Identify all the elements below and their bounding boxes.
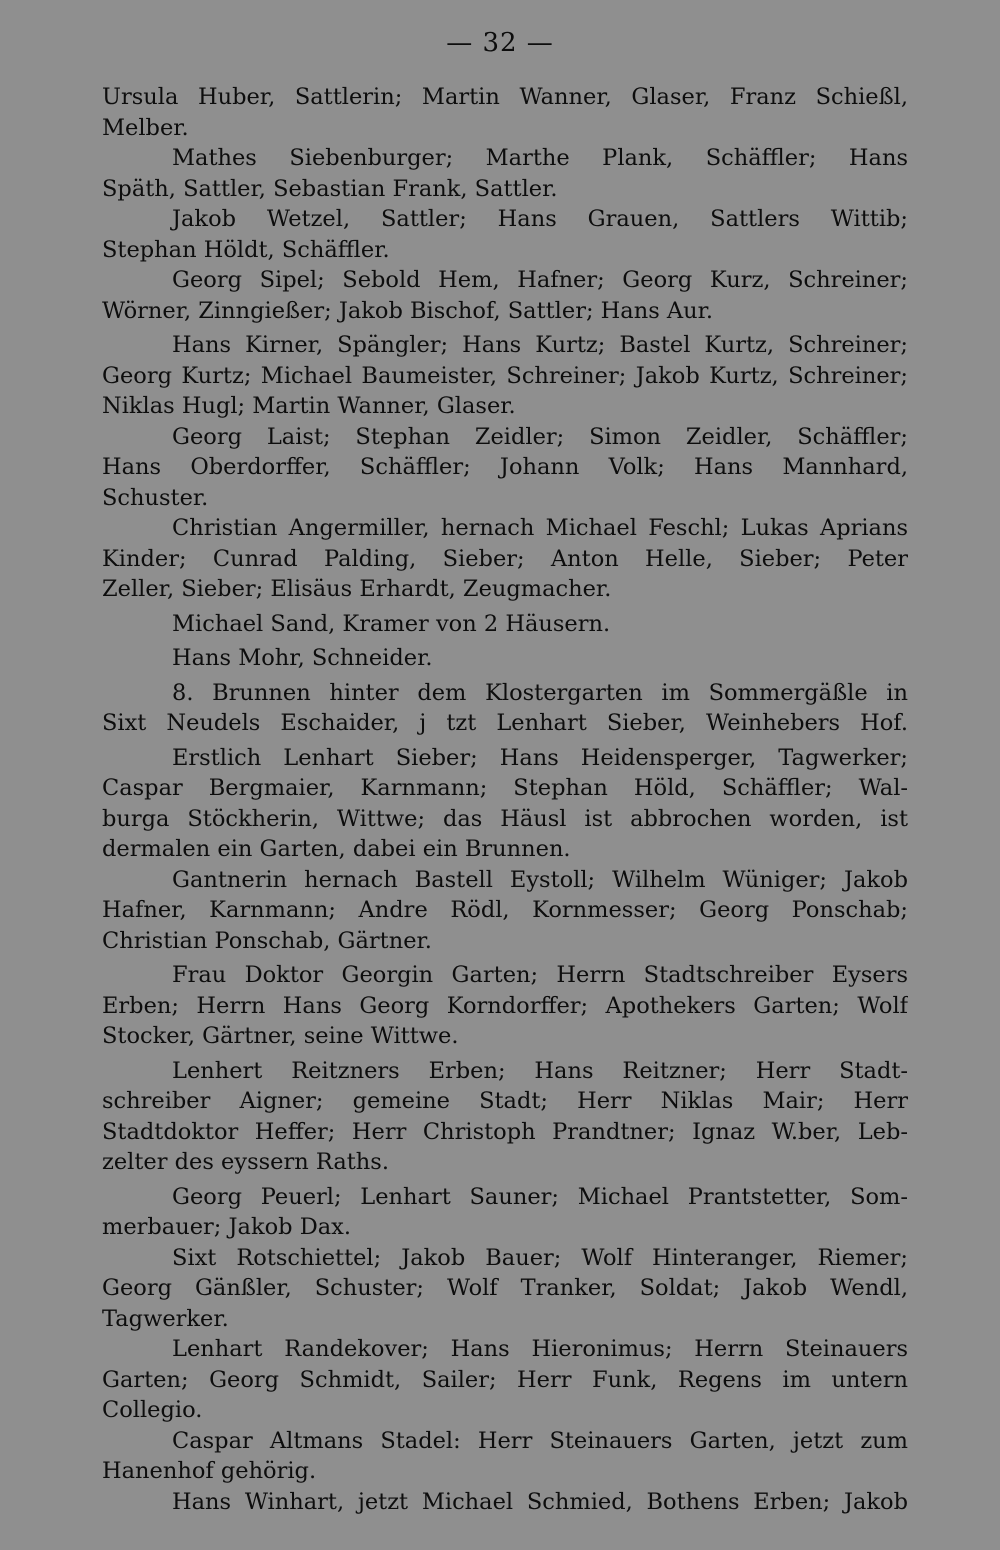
- text-line: Gantnerin hernach Bastell Eystoll; Wilhelm Wüniger; Jakob: [172, 866, 908, 893]
- text-line: Stocker, Gärtner, seine Wittwe.: [102, 1023, 459, 1049]
- text-line: Schuster.: [102, 484, 209, 511]
- text-line: Stephan Höldt, Schäffler.: [102, 236, 390, 263]
- text-line: merbauer; Jakob Dax.: [102, 1214, 351, 1240]
- text-line: Ursula Huber, Sattlerin; Martin Wanner, Glaser, Franz Schießl,: [102, 84, 908, 110]
- text-line: Tagwerker.: [102, 1305, 229, 1332]
- text-line: Caspar Bergmaier, Karnmann; Stephan Höld, Schäffler; Wal-: [102, 775, 908, 801]
- text-line: zelter des eyssern Raths.: [102, 1149, 389, 1175]
- text-line: Georg Laist; Stephan Zeidler; Simon Zeidler, Schäffler;: [172, 423, 908, 450]
- text-line: Melber.: [102, 114, 189, 141]
- text-line: Sixt Rotschiettel; Jakob Bauer; Wolf Hinteranger, Riemer;: [172, 1244, 908, 1271]
- text-line: schreiber Aigner; gemeine Stadt; Herr Niklas Mair; Herr: [102, 1088, 908, 1114]
- text-line: burga Stöckherin, Wittwe; das Häusl ist abbrochen worden, ist: [102, 805, 908, 832]
- text-line: Mathes Siebenburger; Marthe Plank, Schäffler; Hans: [172, 145, 908, 171]
- text-line: Christian Ponschab, Gärtner.: [102, 927, 432, 954]
- page-text: [102, 82, 908, 1517]
- text-line: Wörner, Zinngießer; Jakob Bischof, Sattler; Hans Aur.: [102, 297, 714, 324]
- text-line: Michael Sand, Kramer von 2 Häusern.: [172, 610, 611, 637]
- text-line: Sixt Neudels Eschaider, j tzt Lenhart Sieber, Weinhebers Hof.: [102, 710, 908, 736]
- text-line: Christian Angermiller, hernach Michael Feschl; Lukas Aprians: [172, 515, 908, 541]
- text-line: Collegio.: [102, 1397, 203, 1423]
- text-line: Kinder; Cunrad Palding, Sieber; Anton Helle, Sieber; Peter: [102, 545, 908, 572]
- text-line: Hafner, Karnmann; Andre Rödl, Kornmesser; Georg Ponschab;: [102, 897, 908, 923]
- text-line: Niklas Hugl; Martin Wanner, Glaser.: [102, 393, 516, 419]
- text-line: Erstlich Lenhart Sieber; Hans Heidensperger, Tagwerker;: [172, 744, 908, 771]
- text-line: Georg Kurtz; Michael Baumeister, Schreiner; Jakob Kurtz, Schreiner;: [102, 362, 908, 389]
- text-line: Hans Mohr, Schneider.: [172, 645, 433, 671]
- text-line: Georg Gänßler, Schuster; Wolf Tranker, Soldat; Jakob Wendl,: [102, 1275, 908, 1301]
- text-line: Späth, Sattler, Sebastian Frank, Sattler.: [102, 175, 558, 202]
- text-line: 8. Brunnen hinter dem Klostergarten im Sommergäßle in: [172, 679, 908, 706]
- text-line: Zeller, Sieber; Elisäus Erhardt, Zeugmacher.: [102, 576, 612, 602]
- text-line: Lenhart Randekover; Hans Hieronimus; Herrn Steinauers: [172, 1336, 908, 1362]
- text-line: Garten; Georg Schmidt, Sailer; Herr Funk, Regens im untern: [102, 1366, 908, 1393]
- text-line: Georg Sipel; Sebold Hem, Hafner; Georg Kurz, Schreiner;: [172, 267, 908, 293]
- text-line: Caspar Altmans Stadel: Herr Steinauers Garten, jetzt zum: [172, 1427, 908, 1454]
- text-line: Hanenhof gehörig.: [102, 1458, 317, 1484]
- text-line: Erben; Herrn Hans Georg Korndorffer; Apothekers Garten; Wolf: [102, 992, 908, 1019]
- text-line: Hans Kirner, Spängler; Hans Kurtz; Bastel Kurtz, Schreiner;: [172, 332, 908, 358]
- text-line: dermalen ein Garten, dabei ein Brunnen.: [102, 836, 571, 862]
- text-line: Stadtdoktor Heffer; Herr Christoph Prandtner; Ignaz W.ber, Leb-: [102, 1118, 908, 1145]
- text-line: Hans Oberdorffer, Schäffler; Johann Volk; Hans Mannhard,: [102, 454, 908, 480]
- text-line: Georg Peuerl; Lenhart Sauner; Michael Prantstetter, Som-: [172, 1183, 908, 1210]
- text-line: Jakob Wetzel, Sattler; Hans Grauen, Sattlers Wittib;: [172, 206, 908, 232]
- text-line: Hans Winhart, jetzt Michael Schmied, Bothens Erben; Jakob: [172, 1488, 908, 1515]
- text-line: Frau Doktor Georgin Garten; Herrn Stadtschreiber Eysers: [172, 962, 908, 988]
- text-line: Lenhert Reitzners Erben; Hans Reitzner; Herr Stadt-: [172, 1057, 908, 1084]
- page-number: — 32 —: [446, 28, 554, 58]
